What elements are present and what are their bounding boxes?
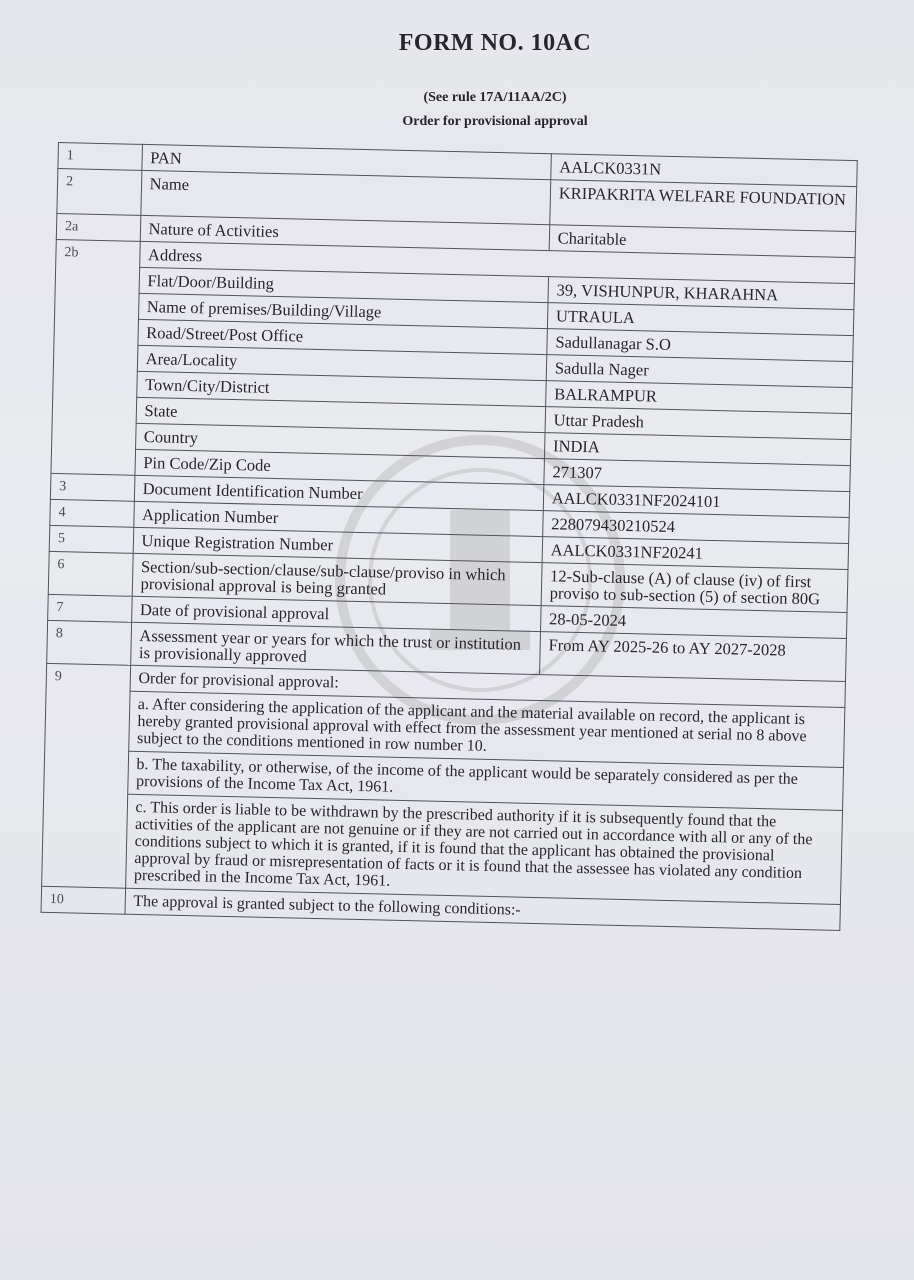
field-label: Town/City/District [136, 371, 546, 406]
row-number: 6 [48, 551, 133, 596]
field-value: Sadullanagar S.O [547, 329, 854, 362]
pan-value: AALCK0331N [551, 154, 858, 187]
order-paragraph-c: c. This order is liable to be withdrawn by the prescribed authority if it is subsequently found that the activities of the applicant are not genuine or if they are not carried out in accordance with all or any of the conditions subject to which it is granted, if it is found that the applicant has obtained the provisional approval by fraud or misrepresentation of facts or it is found that the assessee has violated any condition prescribed in the Income Tax Act, 1961. [125, 794, 842, 904]
field-value: INDIA [544, 433, 851, 466]
row-number: 2 [57, 169, 142, 216]
field-label: Name [140, 170, 550, 224]
field-label: Application Number [133, 501, 543, 536]
field-label: Country [135, 423, 545, 458]
row-number: 7 [48, 594, 132, 622]
row-number: 5 [49, 525, 133, 553]
din-value: AALCK0331NF2024101 [543, 485, 850, 518]
assessment-year-value: From AY 2025-26 to AY 2027-2028 [539, 632, 846, 682]
approval-form-table [41, 142, 858, 931]
field-label: Section/sub-section/clause/sub-clause/proviso in which provisional approval is being granted [132, 553, 542, 605]
row-number: 9 [42, 663, 131, 888]
order-paragraph-b: b. The taxability, or otherwise, of the income of the applicant would be separately considered as per the provisions of the Income Tax Act, 1961. [127, 751, 843, 810]
row-number: 2a [56, 213, 140, 241]
order-paragraph-a: a. After considering the application of the applicant and the material available on record, the applicant is hereby granted provisional approval with effect from the assessment year mentioned at serial no 8 above subject to the conditions mentioned in row number 10. [128, 691, 845, 767]
field-label: Pin Code/Zip Code [135, 449, 545, 484]
approval-date-value: 28-05-2024 [540, 606, 847, 639]
row-number: 8 [47, 620, 132, 665]
field-value: 39, VISHUNPUR, KHARAHNA [548, 277, 855, 310]
field-label: Road/Street/Post Office [137, 319, 547, 354]
field-label: State [136, 397, 546, 432]
table-row [42, 792, 843, 904]
section-value: 12-Sub-clause (A) of clause (iv) of first proviso to sub-section (5) of section 80G [541, 563, 848, 613]
row-number: 3 [50, 473, 134, 501]
conditions-heading: The approval is granted subject to the following conditions:- [125, 888, 841, 930]
field-value: Sadulla Nager [546, 355, 853, 388]
row-number: 1 [58, 143, 142, 171]
field-label: Name of premises/Building/Village [138, 293, 548, 328]
application-number-value: 228079430210524 [543, 511, 850, 544]
field-value: 271307 [544, 459, 851, 492]
rule-reference: (See rule 17A/11AA/2C) [423, 90, 567, 105]
field-value: Uttar Pradesh [545, 407, 852, 440]
field-label: Date of provisional approval [131, 596, 541, 631]
form-title: FORM NO. 10AC [398, 30, 592, 56]
urn-value: AALCK0331NF20241 [542, 537, 849, 570]
field-value: UTRAULA [547, 303, 854, 336]
field-label: Unique Registration Number [133, 527, 543, 562]
field-value: BALRAMPUR [545, 381, 852, 414]
field-label: Assessment year or years for which the trust or institution is provisionally approved [130, 622, 540, 674]
row-number: 2b [51, 239, 140, 475]
row-number: 10 [41, 886, 125, 914]
field-label: Address [139, 241, 855, 283]
row-number: 4 [50, 499, 134, 527]
field-label: PAN [141, 144, 551, 179]
field-label: Area/Locality [137, 345, 547, 380]
order-heading: Order for provisional approval: [130, 665, 846, 707]
name-value: KRIPAKRITA WELFARE FOUNDATION [550, 180, 857, 232]
form-subtitle: Order for provisional approval [402, 114, 588, 129]
field-label: Document Identification Number [134, 475, 544, 510]
activities-value: Charitable [549, 225, 856, 258]
field-label: Nature of Activities [140, 215, 550, 250]
field-label: Flat/Door/Building [139, 267, 549, 302]
